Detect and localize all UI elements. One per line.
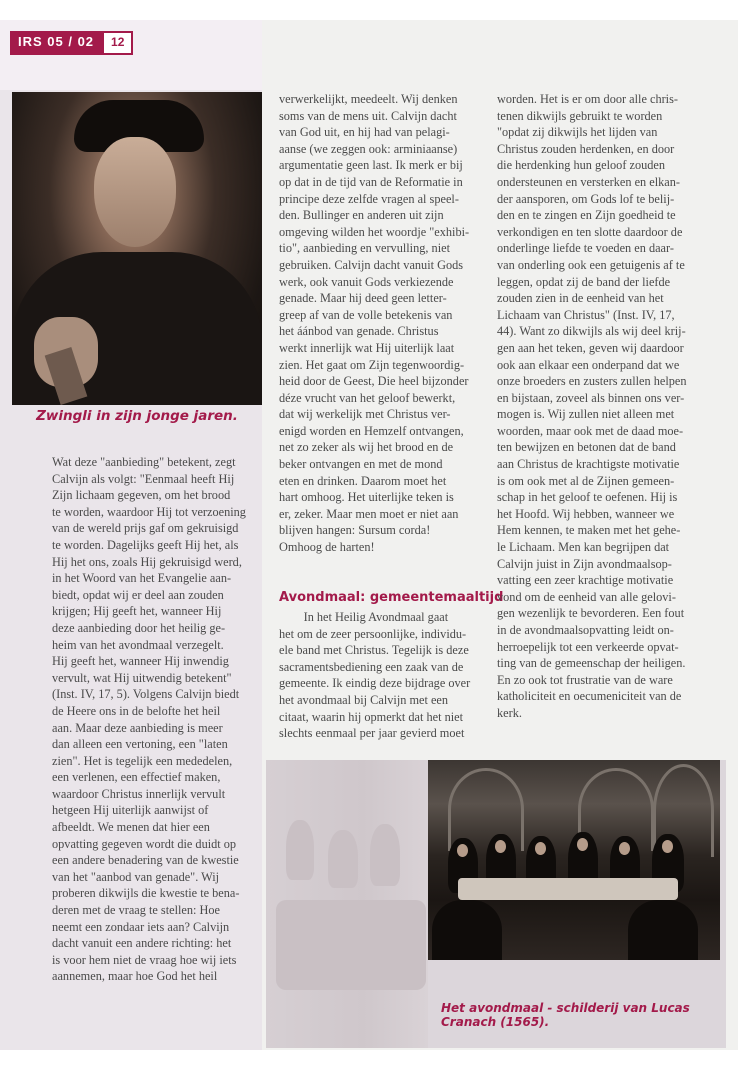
faded-figure [370,824,400,886]
text-line: te worden. Dagelijks geeft Hij het, als [52,537,239,552]
text-line: herroepelijk tot een verkeerde opvat- [497,639,679,654]
text-line: zouden zien in de eenheid van het [497,291,664,306]
text-line: woorden, maar ook met de daad moe- [497,423,684,438]
text-line: proberen dikwijls die kwestie te bena- [52,886,240,901]
text-line: vond om de eenheid van alle gelovi- [497,589,676,604]
text-line: is voor hem niet de vraag hoe wij iets [52,952,237,967]
text-line: den en te zingen en Zijn goedheid te [497,208,676,223]
text-line: en bijstaan, zoveel als binnen ons ver- [497,390,685,405]
faded-figure [328,830,358,888]
text-line: van God uit, en hij had van pelagi- [279,125,450,140]
text-line: le Lichaam. Men kan begrijpen dat [497,540,670,555]
text-line: tenen dikwijls gebruikt te worden [497,108,663,123]
zwingli-portrait-image [12,92,262,405]
text-line: zien". Het is tegelijk een mededelen, [52,753,233,768]
text-line: werkt innerlijk wat Hij uiterlijk laat [279,340,455,355]
text-line: schap in het geloof te oefenen. Hij is [497,490,678,505]
text-line: van het "aanbod van genade". Wij [52,869,220,884]
text-line: aan. Maar deze aanbieding is meer [52,720,223,735]
painting-face [495,840,506,853]
painting-face [577,838,588,851]
text-line: afbeeldt. We menen dat hier een [52,820,210,835]
text-line: Christus zouden herdenken, en door [497,141,675,156]
text-line: ten bewijzen en betonen dat de band [497,440,676,455]
text-line: Zijn lichaam gegeven, om het brood [52,488,231,503]
text-line: is om ook met al de Zijnen gemeen- [497,473,675,488]
text-line: ondersteunen en versterken en elkan- [497,174,681,189]
text-line: waardoor Christus innerlijk vervult [52,786,226,801]
text-line: onze broeders en zusters zullen helpen [497,374,687,389]
text-line: biedt, opdat wij er deel aan zouden [52,587,224,602]
text-line: enigd worden en Hemzelf ontvangen, [279,423,464,438]
text-line: gebruiken. Calvijn dacht vanuit Gods [279,257,464,272]
text-line: van onderling ook een getuigenis af te [497,257,685,272]
text-line: Hem kennen, te maken met het gehe- [497,523,681,538]
painting-face [457,844,468,857]
text-line: gen aan het teken, geven wij daardoor [497,340,684,355]
text-line: Omhoog de harten! [279,540,375,555]
text-line: ook aan elkaar een onderpand dat we [497,357,680,372]
text-line: op dat in de tijd van de Reformatie in [279,174,463,189]
text-line: greep af van de volle betekenis van [279,307,453,322]
faded-figure [286,820,314,880]
text-line: aan Christus de krachtigste motivatie [497,457,680,472]
text-line: déze vrucht van het geloof bewerkt, [279,390,456,405]
text-line: verkondigen en ten slotte daardoor de [497,224,683,239]
text-line: dat wij werkelijk met Christus ver- [279,407,451,422]
text-line: kerk. [497,705,522,720]
issue-label: IRS 05 / 02 [10,31,102,55]
text-line: heid door de Geest, Die heel bijzonder [279,374,469,389]
painting-face [535,842,546,855]
text-line: Wat deze "aanbieding" betekent, zegt [52,455,236,469]
text-line: genade. Maar hij deed geen letter- [279,291,447,306]
painting-face [619,842,630,855]
text-line: (Inst. IV, 17, 5). Volgens Calvijn biedt [52,687,240,702]
text-line: den. Bullinger en anderen uit zijn [279,208,444,223]
article-column-1 [52,454,252,985]
text-line: 44). Want zo dikwijls als wij deel krij- [497,324,686,339]
painting-caption: Het avondmaal - schilderij van Lucas Cranach (1565). [441,1001,690,1029]
section-heading: Avondmaal: gemeentemaaltijd [279,590,504,605]
text-line: gemeente. Ik eindig deze bijdrage over [279,676,471,691]
text-line: sacramentsbediening een zaak van de [279,659,464,674]
text-line: beker ontvangen en met de mond [279,457,443,472]
text-line: deren met de vraag te stellen: Hoe [52,903,220,918]
portrait-face [94,137,176,247]
text-line: Lichaam van Christus" (Inst. IV, 17, [497,307,675,322]
text-line: blijven hangen: Sursum corda! [279,523,431,538]
text-line: te worden, waardoor Hij tot verzoening [52,504,246,519]
text-line: het om de zeer persoonlijke, individu- [279,626,467,641]
text-line: een verlenen, een effectief maken, [52,770,221,785]
text-line: vatting een zeer krachtige motivatie [497,573,674,588]
text-line: net zo zeker als wij het brood en de [279,440,454,455]
text-line: neemt een zondaar iets aan? Calvijn [52,919,230,934]
painting-figure [432,900,502,960]
last-supper-painting-image [428,760,720,960]
text-line: katholiciteit en oecumeniciteit van de [497,689,682,704]
text-line: worden. Het is er om door alle chris- [497,92,678,106]
text-line: gen wezenlijk te bevorderen. Een fout [497,606,685,621]
text-line: soms van de mens uit. Calvijn dacht [279,108,457,123]
text-line: hetgeen Hij uiterlijk aanwijst of [52,803,209,818]
text-line: principe deze zelfde vragen al speel- [279,191,459,206]
text-line: omgeving wilden het woordje "exhibi- [279,224,470,239]
text-line: die herdenking hun geloof zouden [497,158,666,173]
text-line: het áánbod van genade. Christus [279,324,439,339]
text-line: tio", aanbieding en vervulling, niet [279,241,450,256]
text-line: Calvijn als volgt: "Eenmaal heeft Hij [52,471,235,486]
text-line: er, zeker. Maar men moet er niet aan [279,506,459,521]
text-line: hart omhoog. Het uiterlijke teken is [279,490,454,505]
text-line: deze aanbieding door het heilig ge- [52,620,226,635]
text-line: Hij geeft het, wanneer Hij inwendig [52,654,229,669]
text-line: Hij het ons, zoals Hij gekruisigd werd, [52,554,242,569]
painting-table [458,878,678,900]
text-line: van de wereld prijs gaf om gekruisigd [52,521,239,536]
text-line: der aansporen, om Gods lof te belij- [497,191,675,206]
text-line: argumentatie geen last. Ik merk er bij [279,158,463,173]
article-column-2-continued [279,609,484,742]
text-line: krijgen; Hij geeft het, wanneer Hij [52,604,222,619]
text-line: heim van het avondmaal verzegelt. [52,637,224,652]
text-line: zien. Het gaat om Zijn tegenwoordig- [279,357,465,372]
painting-figure [628,900,698,960]
page-number: 12 [102,31,133,55]
text-line: opvatting gegeven wordt die duidt op [52,836,237,851]
text-line: dan alleen een vertoning, een "laten [52,737,228,752]
text-line: onderlinge liefde te voeden en daar- [497,241,674,256]
article-column-2 [279,91,479,556]
text-line: slechts eenmaal per jaar gevierd moet [279,726,465,741]
issue-badge [10,31,133,55]
text-line: citaat, waarin hij opmerkt dat het niet [279,709,464,724]
text-line: vervult, wat Hij uitwendig betekent" [52,670,232,685]
text-line: leggen, opdat zij de band der liefde [497,274,671,289]
text-line: mogen is. Wij zullen niet alleen met [497,407,675,422]
text-line: "opdat zij dikwijls het lijden van [497,125,658,140]
text-line: een andere benadering van de kwestie [52,853,239,868]
text-line: En zo ook tot frustratie van de ware [497,672,673,687]
text-line: in de avondmaalsopvatting leidt on- [497,623,674,637]
text-line: aannemen, maar hoe God het heil [52,969,218,984]
text-line: Calvijn juist in Zijn avondmaalsop- [497,556,672,571]
text-line: in het Woord van het Evangelie aan- [52,571,232,586]
text-line: werk, ook vanuit Gods verkiezende [279,274,454,289]
text-line: verwerkelijkt, meedeelt. Wij denken [279,92,458,106]
article-column-3 [497,91,709,722]
painting-face [662,840,673,853]
text-line: aanse (we zeggen ook: arminiaanse) [279,141,458,156]
text-line: dacht vanuit een andere richting: het [52,936,232,951]
text-line: ele band met Christus. Tegelijk is deze [279,643,469,658]
faded-figure [276,900,426,990]
portrait-caption: Zwingli in zijn jonge jaren. [36,408,238,424]
text-line: ting van de gemeenschap der heiligen. [497,656,686,671]
text-line: het Hoofd. Wij hebben, wanneer we [497,506,675,521]
text-line: de Heere ons in de belofte het heil [52,703,221,718]
text-line: eten en drinken. Daarom moet het [279,473,447,488]
text-line: het avondmaal bij Calvijn met een [279,692,449,707]
text-line: In het Heilig Avondmaal gaat [279,610,449,624]
